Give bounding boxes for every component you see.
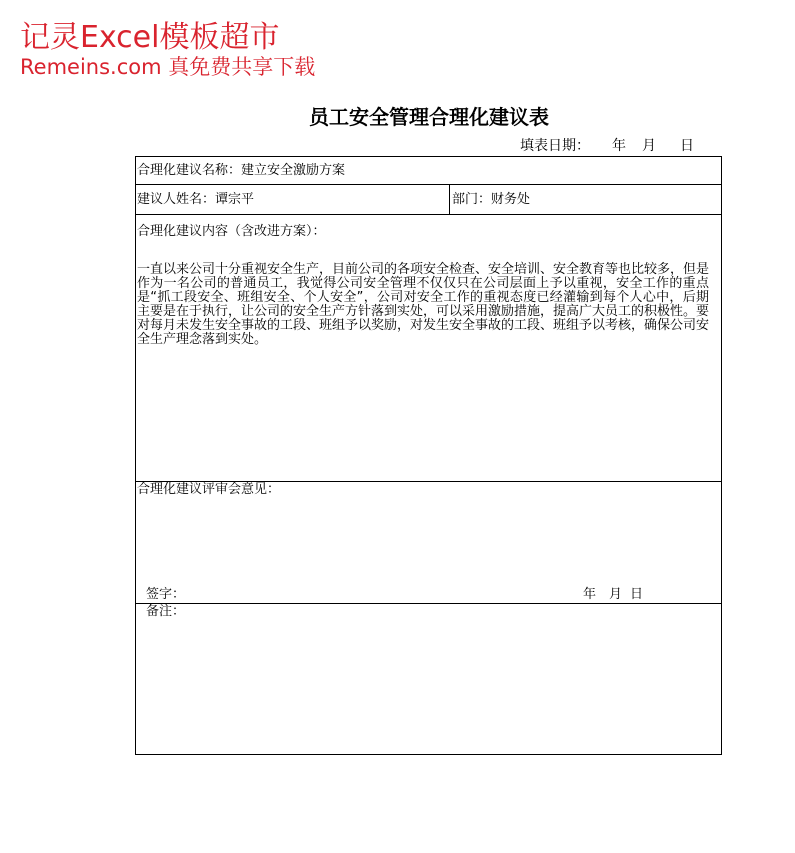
signature-label: 签字： [146,587,186,602]
date-month: 月 [642,138,656,154]
content-text: 一直以来公司十分重视安全生产，目前公司的各项安全检查、安全培训、安全教育等也比较多，但是作为一名公司的普通员工，我觉得公司安全管理不仅仅只在公司层面上予以重视，安全工作的重点是“抓工段安全、班组安全、个人安全”，公司对安全工作的重视态度已经灌输到每个人心中，后期主要是在于执行，让公司的安全生产方针落到实处，可以采用激励措施，提高广大员工的积极性。要对每月未发生安全事故的工段、班组予以奖励，对发生安全事故的工段、班组予以考核，确保公司安全生产理念落到实处。 [137,262,710,347]
remarks-label: 备注： [146,604,186,619]
sign-day: 日 [630,587,644,602]
review-label: 合理化建议评审会意见： [137,482,281,497]
row-divider [136,184,721,185]
suggestion-form [135,156,722,755]
proposer-name: 建议人姓名：谭宗平 [137,192,255,207]
watermark-tagline: Remeins.com 真免费共享下载 [20,55,316,79]
date-day: 日 [680,138,694,154]
department: 部门：财务处 [452,192,531,207]
row-divider [136,214,721,215]
fill-date [520,136,694,156]
sign-year: 年 [583,587,597,602]
date-year: 年 [612,138,626,154]
column-divider [449,184,450,214]
proposal-name: 合理化建议名称：建立安全激励方案 [137,163,346,178]
sign-month: 月 [609,587,623,602]
date-label: 填表日期： [520,138,590,154]
watermark-brand: 记灵Excel模板超市 [20,20,280,55]
content-label: 合理化建议内容（含改进方案）： [137,224,326,239]
form-title: 员工安全管理合理化建议表 [309,105,549,129]
